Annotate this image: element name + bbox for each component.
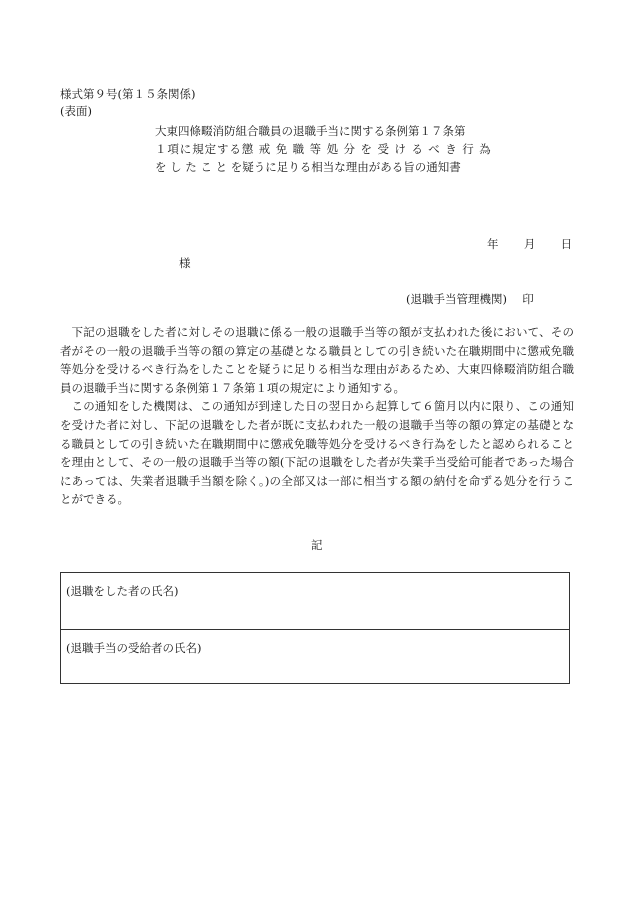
seal-mark: 印 xyxy=(522,292,534,306)
side-label: (表面) xyxy=(60,104,92,118)
recipient-info-table xyxy=(60,572,570,684)
date-year-label: 年 xyxy=(487,237,499,251)
notation-heading: 記 xyxy=(311,538,323,552)
retiree-name-cell xyxy=(61,573,569,630)
body-paragraph-2: この通知をした機関は、この通知が到達した日の翌日から起算して６箇月以内に限り、この通知を受けた者に対し、下記の退職をした者が既に支払われた一般の退職手当等の額の算定の基礎となる職員としての引き続いた在職期間中に懲戒免職等処分を受けるべき行為をしたと認められることを理由として、その一般の退職手当等の額(下記の退職をした者が失業手当受給可能者であった場合にあっては、失業者退職手当額を除く。)の全部又は一部に相当する額の納付を命ずる処分を行うことができる。 xyxy=(60,399,574,507)
date-month-label: 月 xyxy=(523,237,536,251)
recipient-name-cell xyxy=(61,630,569,683)
form-number: 様式第９号(第１５条関係) xyxy=(60,87,196,101)
document-title-line-3: を し た こ と を疑うに足りる相当な理由がある旨の通知書 xyxy=(155,160,461,174)
sender-label: (退職手当管理機関) xyxy=(406,292,507,306)
retiree-name-label: (退職をした者の氏名) xyxy=(66,584,179,598)
addressee-honorific: 様 xyxy=(179,256,191,270)
sender-line xyxy=(406,291,534,307)
document-title-line-1: 大東四條畷消防組合職員の退職手当に関する条例第１７条第 xyxy=(155,124,466,138)
date-day-label: 日 xyxy=(560,237,573,251)
notice-body xyxy=(60,323,574,509)
recipient-name-label: (退職手当の受給者の氏名) xyxy=(66,641,202,655)
date-line xyxy=(487,236,572,252)
body-paragraph-1: 下記の退職をした者に対しその退職に係る一般の退職手当等の額が支払われた後において、その者がその一般の退職手当等の額の算定の基礎となる職員としての引き続いた在職期間中に懲戒免職等処分を受けるべき行為をしたことを疑うに足りる相当な理由があるため、大東四條畷消防組合職員の退職手当に関する条例第１７条第１項の規定により通知する。 xyxy=(60,325,574,395)
document-title-line-2: １項に規定する懲 戒 免 職 等 処 分 を 受 け る べ き 行 為 xyxy=(155,142,492,156)
